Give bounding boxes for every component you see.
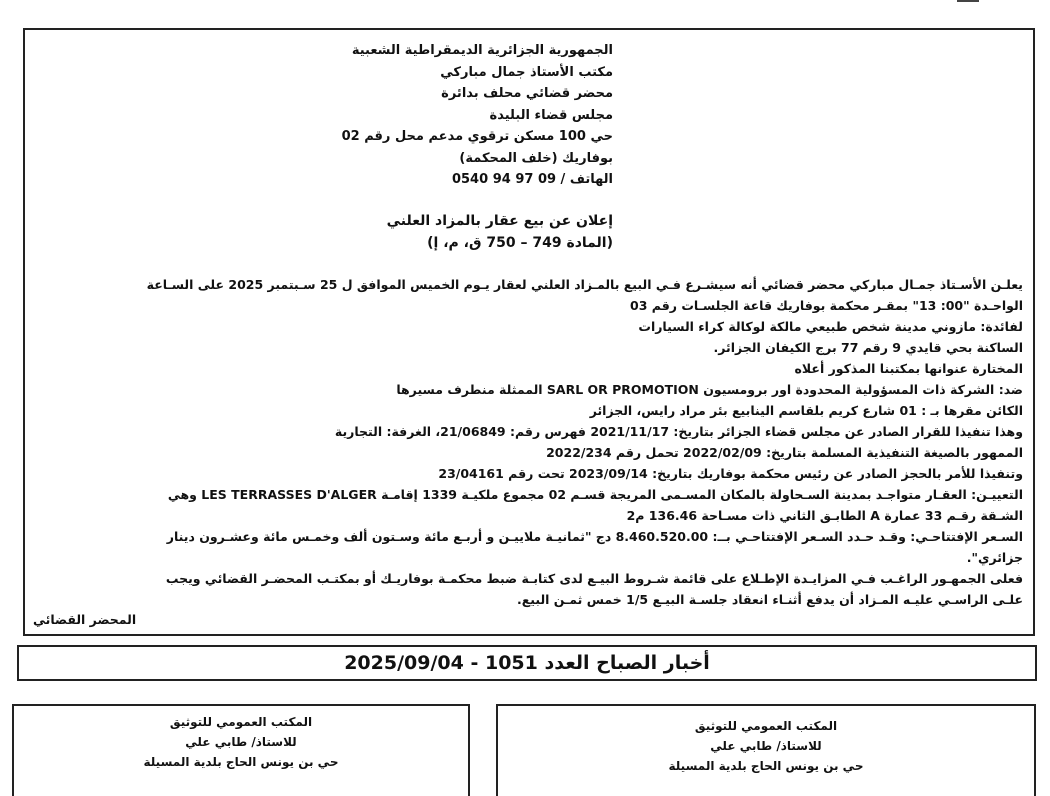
body-line: وهذا تنفيذا للقرار الصادر عن مجلس قضاء الجزائر بتاريخ: 2021/11/17 فهرس رقم: 21/06849، الغرفة: التجارية xyxy=(334,424,1023,439)
stamp-line: حي بن يونس الحاج بلدية المسيلة xyxy=(143,755,339,769)
office-header xyxy=(193,40,613,191)
stamp-line: المكتب العمومي للتوثيق xyxy=(169,715,313,729)
body-line: السـعر الإفتتاحـي: وقـد حـدد السـعر الإفتتاحـي بــ: 8.460.520.00 دج "ثمانيـة ملاييـن و أربـع مائة وسـتون ألف وخمـس مائة وعشـرون دينار xyxy=(166,529,1023,544)
body-line: لفائدة: مازوني مدينة شخص طبيعي مالكة لوكالة كراء السيارات xyxy=(638,319,1023,334)
body-line: الواحـدة "00: 13" بمقـر محكمة بوفاريك قاعة الجلسـات رقم 03 xyxy=(630,298,1023,313)
announcement-title xyxy=(387,210,613,254)
title-line: إعلان عن بيع عقار بالمزاد العلني xyxy=(386,213,613,229)
stamp-line: للاستاذ/ طابي علي xyxy=(185,735,297,749)
newspaper-issue: أخبار الصباح العدد 1051 - 2025/09/04 xyxy=(344,652,710,674)
body-line: ضد: الشركة ذات المسؤولية المحدودة اور برومسيون SARL OR PROMOTION الممثلة منطرف مسيرها xyxy=(396,382,1023,397)
stamp-line: حي بن يونس الحاج بلدية المسيلة xyxy=(668,759,864,773)
body-line: التعييـن: العقـار متواجـد بمدينة السـحاولة بالمكان المسـمى المريجة قسـم 02 مجموع ملكيـة 1339 إقامـة LES TERRASSES D'ALGER وهي xyxy=(167,487,1023,502)
body-line: الساكنة بحي قايدي 9 رقم 77 برج الكيفان الجزائر. xyxy=(713,340,1023,355)
notary-stamp-left xyxy=(12,704,470,796)
stamp-line: للاستاذ/ طابي علي xyxy=(710,739,822,753)
body-line: الممهور بالصيغة التنفيذية المسلمة بتاريخ: 2022/02/09 تحمل رقم 2022/234 xyxy=(546,445,1023,460)
header-line: محضر قضائي محلف بدائرة xyxy=(441,86,613,101)
body-line: جزائري". xyxy=(966,550,1023,565)
header-line: الجمهورية الجزائرية الديمقراطية الشعبية xyxy=(351,43,613,58)
body-line: يعلـن الأسـتاذ جمـال مباركي محضر قضائي أنه سيشـرع فـي البيع بالمـزاد العلني لعقار يـوم الخميس الموافق ل 25 سـبتمبر 2025 على السـاعة xyxy=(146,277,1023,292)
announcement-box xyxy=(23,28,1035,636)
header-line: حي 100 مسكن ترقوي مدعم محل رقم 02 xyxy=(341,129,613,144)
stamp-line: المكتب العمومي للتوثيق xyxy=(694,719,838,733)
announcement-body xyxy=(31,274,1023,610)
header-line: الهاتف / 09 97 94 0540 xyxy=(451,172,613,187)
body-line: الشـقة رقـم 33 عمارة A الطابـق الثاني ذات مسـاحة 136.46 م2 xyxy=(626,508,1023,523)
newspaper-footer xyxy=(17,645,1037,681)
header-line: مجلس قضاء البليدة xyxy=(489,107,613,123)
header-line: مكتب الأستاذ جمال مباركي xyxy=(440,64,613,80)
signature: المحضر القضائي xyxy=(33,612,137,627)
body-line: فعلى الجمهـور الراغـب فـي المزايـدة الإطـلاع على قائمة شـروط البيـع لدى كتابـة ضبط محكمـة بوفاريـك أو بمكتـب المحضـر القضائي ويجب xyxy=(165,571,1023,586)
body-line: الكائن مقرها بـ : 01 شارع كريم بلقاسم الينابيع بئر مراد رايس، الجزائر xyxy=(589,403,1023,418)
title-article: (المادة 749 – 750 ق، م، إ) xyxy=(427,235,613,251)
body-line: المختارة عنوانها بمكتبنا المذكور أعلاه xyxy=(794,361,1023,376)
body-line: علـى الراسـي عليـه المـزاد أن يدفع أثنـاء انعقاد جلسـة البيـع 1/5 خمس ثمـن البيع. xyxy=(516,592,1023,607)
body-line: وتنفيذا للأمر بالحجز الصادر عن رئيس محكمة بوفاريك بتاريخ: 2023/09/14 تحت رقم 23/04161 xyxy=(438,466,1023,481)
scan-mark xyxy=(957,0,979,2)
notary-stamp-right xyxy=(496,704,1036,796)
header-line: بوفاريك (خلف المحكمة) xyxy=(459,150,613,166)
